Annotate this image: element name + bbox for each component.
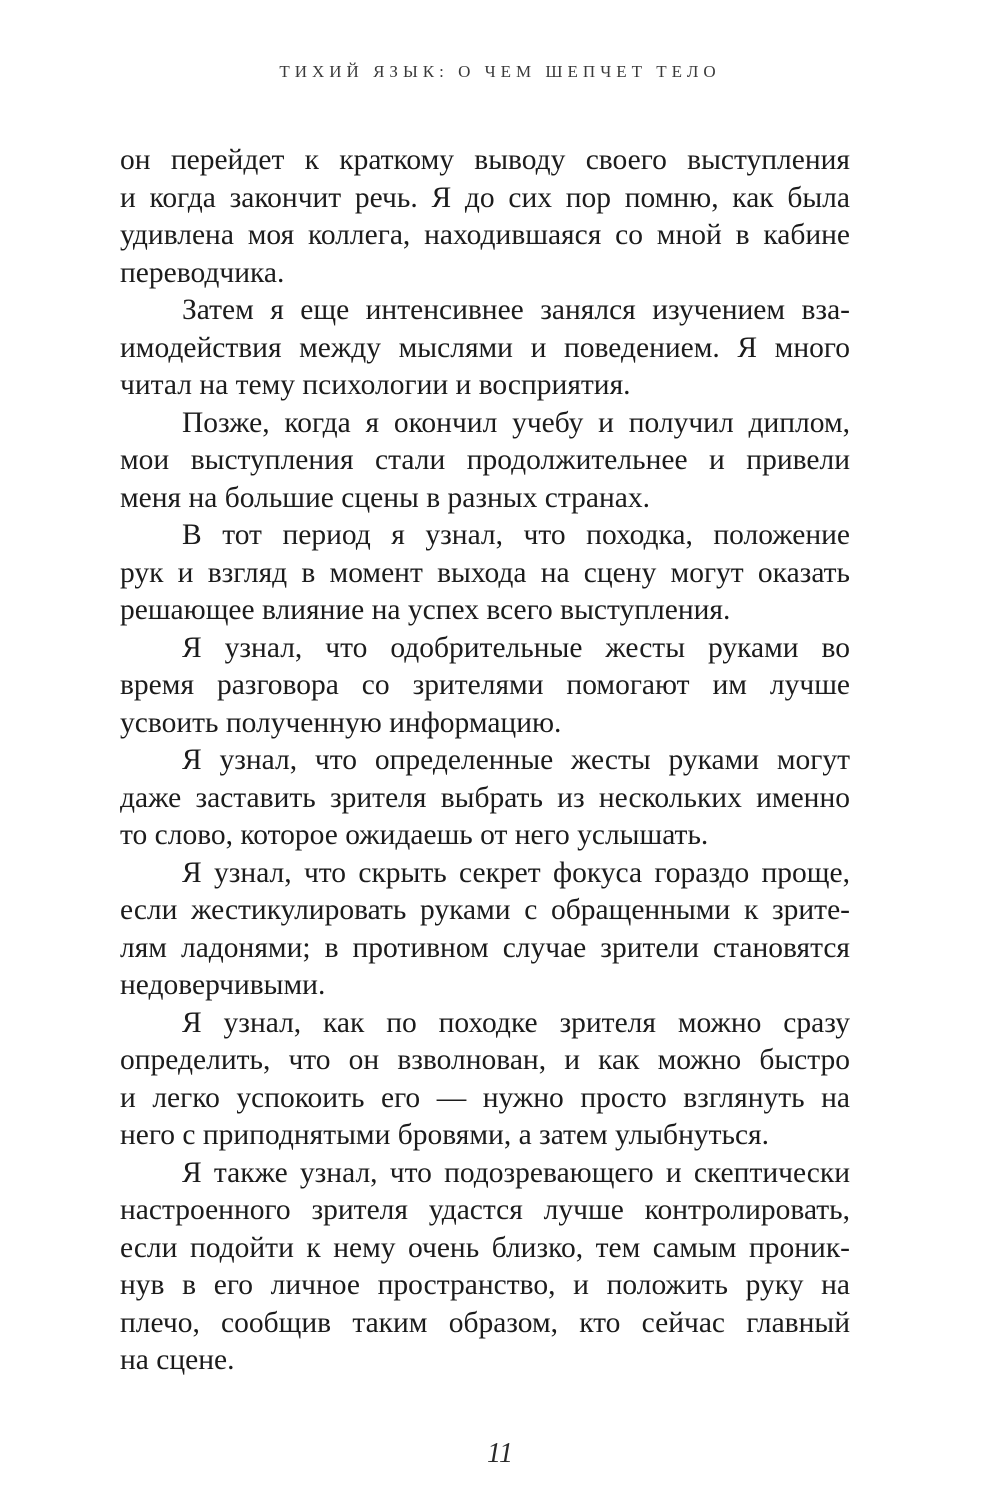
text-line: усвоить полученную информацию. [120,706,562,739]
text-line: него с приподнятыми бровями, а затем улыбнуться. [120,1119,769,1151]
text-line: на сцене. [120,1344,235,1376]
text-line: Позже, когда я окончил учебу и получил диплом, [182,406,850,439]
body-text [120,142,850,1380]
text-line: время разговора со зрителями помогают им лучше [120,669,850,701]
text-line: и когда закончит речь. Я до сих пор помню, как была [120,181,850,214]
text-line: настроенного зрителя удастся лучше контролировать, [120,1194,850,1226]
paragraph [120,855,850,1005]
text-line: недоверчивыми. [120,969,326,1001]
text-line: Я также узнал, что подозревающего и скептически [182,1156,850,1189]
text-line: Я узнал, что скрыть секрет фокуса гораздо проще, [182,856,850,889]
text-line: удивлена моя коллега, находившаяся со мной в кабине [120,219,850,251]
text-line: Я узнал, как по походке зрителя можно сразу [182,1006,850,1039]
paragraph [120,405,850,518]
text-line: он перейдет к краткому выводу своего выступления [120,144,850,176]
text-line: рук и взгляд в момент выхода на сцену могут оказать [120,556,850,589]
text-line: нув в его личное пространство, и положить руку на [120,1269,850,1301]
text-line: если жестикулировать руками с обращенными к зрите- [120,894,850,926]
paragraph [120,292,850,405]
paragraph [120,142,850,292]
text-line: Я узнал, что определенные жесты руками могут [182,744,850,776]
text-line: имодействия между мыслями и поведением. Я много [120,331,850,364]
paragraph [120,742,850,855]
running-header: ТИХИЙ ЯЗЫК: О ЧЕМ ШЕПЧЕТ ТЕЛО [279,62,721,81]
text-line: Затем я еще интенсивнее занялся изучением вза- [182,294,850,326]
text-line: читал на тему психологии и восприятия. [120,369,631,401]
text-line: решающее влияние на успех всего выступления. [120,594,731,626]
text-line: если подойти к нему очень близко, тем самым проник- [120,1231,850,1264]
paragraph [120,630,850,743]
text-line: лям ладонями; в противном случае зрители становятся [120,931,850,964]
paragraph [120,517,850,630]
text-line: то слово, которое ожидаешь от него услышать. [120,819,709,851]
text-line: определить, что он взволнован, и как можно быстро [120,1044,850,1076]
text-line: и легко успокоить его — нужно просто взглянуть на [120,1081,850,1114]
text-line: даже заставить зрителя выбрать из нескольких именно [120,781,850,814]
page-number: 11 [487,1438,513,1469]
text-line: меня на большие сцены в разных странах. [120,481,650,514]
text-line: плечо, сообщив таким образом, кто сейчас главный [120,1306,850,1339]
text-line: Я узнал, что одобрительные жесты руками во [182,631,850,664]
text-line: переводчика. [120,256,285,289]
text-line: мои выступления стали продолжительнее и привели [120,444,850,476]
text-line: В тот период я узнал, что походка, положение [182,519,850,551]
paragraph [120,1155,850,1380]
paragraph [120,1005,850,1155]
